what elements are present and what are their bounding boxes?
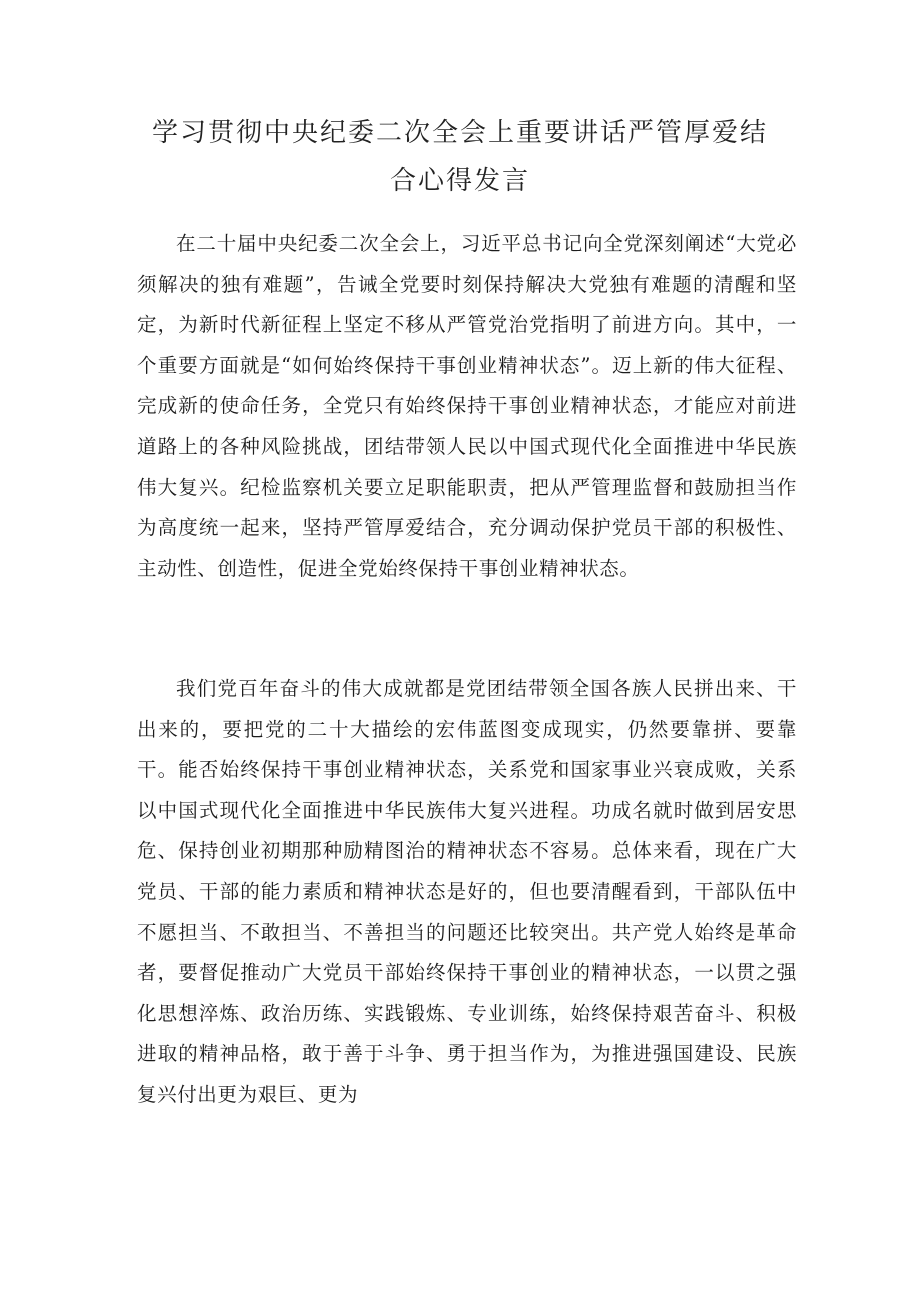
body-paragraph-1: 在二十届中央纪委二次全会上，习近平总书记向全党深刻阐述“大党必须解决的独有难题”，告诫全党要时刻保持解决大党独有难题的清醒和坚定，为新时代新征程上坚定不移从严管党治党指明了前进方向。其中，一个重要方面就是“如何始终保持干事创业精神状态”。迈上新的伟大征程、完成新的使命任务，全党只有始终保持干事创业精神状态，才能应对前进道路上的各种风险挑战，团结带领人民以中国式现代化全面推进中华民族伟大复兴。纪检监察机关要立足职能职责，把从严管理监督和鼓励担当作为高度统一起来，坚持严管厚爱结合，充分调动保护党员干部的积极性、主动性、创造性，促进全党始终保持干事创业精神状态。 [137,232,797,580]
document-title-line-1: 学习贯彻中央纪委二次全会上重要讲话严管厚爱结 [151,118,768,148]
body-paragraph-2: 我们党百年奋斗的伟大成就都是党团结带领全国各族人民拼出来、干出来的，要把党的二十大描绘的宏伟蓝图变成现实，仍然要靠拼、要靠干。能否始终保持干事创业精神状态，关系党和国家事业兴衰成败，关系以中国式现代化全面推进中华民族伟大复兴进程。功成名就时做到居安思危、保持创业初期那种励精图治的精神状态不容易。总体来看，现在广大党员、干部的能力素质和精神状态是好的，但也要清醒看到，干部队伍中不愿担当、不敢担当、不善担当的问题还比较突出。共产党人始终是革命者，要督促推动广大党员干部始终保持干事创业的精神状态，一以贯之强化思想淬炼、政治历练、实践锻炼、专业训练，始终保持艰苦奋斗、积极进取的精神品格，敢于善于斗争、勇于担当作为，为推进强国建设、民族复兴付出更为艰巨、更为 [137,677,797,1106]
document-title-line-2: 合心得发言 [389,166,530,196]
